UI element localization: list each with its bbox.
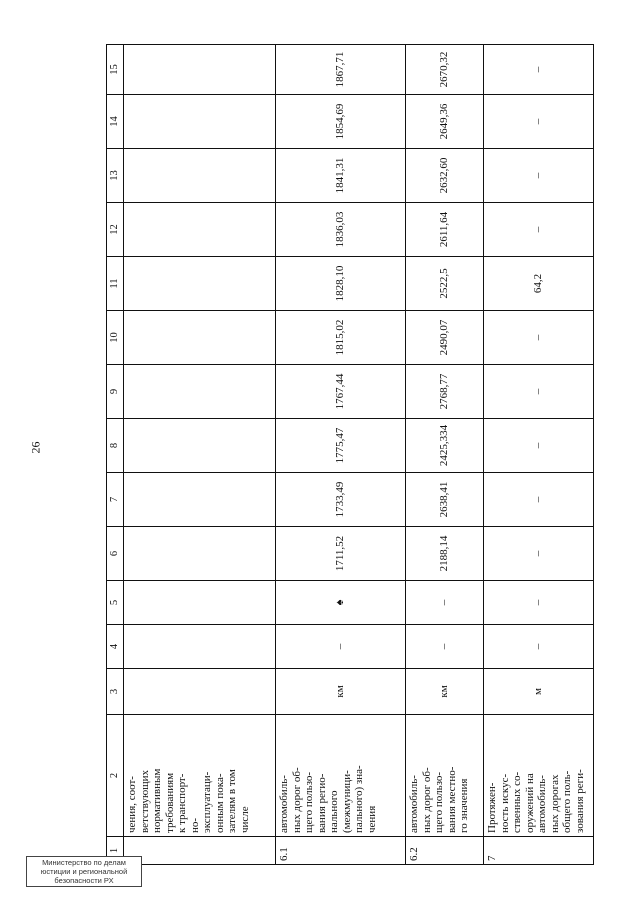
unit-cell [124, 669, 276, 715]
ministry-stamp [26, 856, 142, 887]
row-description [276, 715, 406, 837]
value-cell: – [484, 581, 594, 625]
row-index [124, 837, 276, 865]
row-index: 6.1 [276, 837, 406, 865]
description-line: чения [365, 805, 378, 833]
value-cell [124, 203, 276, 257]
description-line: вания регио- [315, 773, 328, 833]
column-header: 15 [107, 45, 124, 95]
description-line: оружений на [523, 773, 536, 833]
column-header: 1 [107, 837, 124, 865]
column-header: 2 [107, 715, 124, 837]
description-line: числе [238, 806, 251, 833]
value-cell: 1733,49 [276, 473, 406, 527]
value-cell: – [484, 203, 594, 257]
rotated-table-container [106, 51, 586, 865]
description-line: ных дорогах [548, 774, 561, 833]
unit-cell: км [276, 669, 406, 715]
description-line: Протяжен- [486, 782, 498, 833]
value-cell: – [484, 311, 594, 365]
description-line: ных дорог об- [420, 767, 433, 833]
column-header: 13 [107, 149, 124, 203]
value-cell: 64,2 [484, 257, 594, 311]
description-line: автомобиль- [536, 775, 548, 833]
description-line: нального [328, 790, 340, 833]
table-row [124, 45, 276, 865]
value-cell: – [484, 527, 594, 581]
description-line: но- [188, 817, 201, 833]
description-line: к транспорт- [176, 773, 188, 833]
value-cell: – [484, 95, 594, 149]
value-cell: 1767,44 [276, 365, 406, 419]
row-description [484, 715, 594, 837]
column-header: 5 [107, 581, 124, 625]
column-header: 3 [107, 669, 124, 715]
description-line: автомобиль- [278, 775, 290, 833]
row-index: 6.2 [406, 837, 484, 865]
value-cell: – [484, 365, 594, 419]
column-header: 9 [107, 365, 124, 419]
value-cell: – [406, 625, 484, 669]
value-cell: – [406, 581, 484, 625]
value-cell: 1841,31 [276, 149, 406, 203]
value-cell: – [484, 419, 594, 473]
value-cell: 1775,47 [276, 419, 406, 473]
description-line: ных дорог об- [290, 767, 303, 833]
description-line: щего пользо- [303, 771, 315, 833]
description-line: онным пока- [213, 773, 226, 833]
row-description [406, 715, 484, 837]
value-cell: 1828,10 [276, 257, 406, 311]
value-cell: 2425,334 [406, 419, 484, 473]
value-cell: 2490,07 [406, 311, 484, 365]
unit-cell: м [484, 669, 594, 715]
value-cell [124, 45, 276, 95]
stamp-line: юстиции и региональной [40, 867, 128, 876]
description-line: пального) зна- [353, 765, 365, 833]
page-number: 26 [28, 441, 43, 454]
value-cell: ♠ [276, 581, 406, 625]
value-cell: 1815,02 [276, 311, 406, 365]
value-cell: 2632,60 [406, 149, 484, 203]
value-cell: 2649,36 [406, 95, 484, 149]
value-cell: 2188,14 [406, 527, 484, 581]
value-cell: 2611,64 [406, 203, 484, 257]
value-cell [124, 419, 276, 473]
description-line: ность искус- [498, 773, 511, 833]
description-line: го значения [458, 778, 470, 833]
column-header: 4 [107, 625, 124, 669]
value-cell: 2638,41 [406, 473, 484, 527]
description-line: общего поль- [561, 770, 573, 833]
row-description [124, 715, 276, 837]
description-line: ветствующих [138, 769, 151, 833]
table-row [406, 45, 484, 865]
stamp-line: Министерство по делам [42, 858, 126, 867]
value-cell [124, 581, 276, 625]
description-line: щего пользо- [433, 771, 445, 833]
value-cell [124, 257, 276, 311]
value-cell: 1854,69 [276, 95, 406, 149]
value-cell: 1711,52 [276, 527, 406, 581]
column-header: 12 [107, 203, 124, 257]
data-table [106, 44, 594, 865]
description-line: чения, соот- [126, 776, 138, 833]
row-index: 7 [484, 837, 594, 865]
header-row [107, 45, 124, 865]
description-line: автомобиль- [408, 775, 420, 833]
value-cell [124, 473, 276, 527]
value-cell: – [484, 45, 594, 95]
value-cell [124, 95, 276, 149]
table-row [276, 45, 406, 865]
column-header: 8 [107, 419, 124, 473]
value-cell [124, 311, 276, 365]
description-line: нормативным [151, 768, 163, 833]
value-cell: 2522,5 [406, 257, 484, 311]
value-cell: 2768,77 [406, 365, 484, 419]
value-cell: – [484, 625, 594, 669]
value-cell: 1836,03 [276, 203, 406, 257]
value-cell [124, 625, 276, 669]
description-line: требованиям [163, 772, 176, 833]
column-header: 11 [107, 257, 124, 311]
description-line: эксплуатаци- [201, 771, 213, 833]
description-line: зования реги- [573, 769, 586, 833]
description-line: (межмуници- [340, 770, 353, 833]
table-row [484, 45, 594, 865]
description-line: ственных со- [511, 771, 523, 833]
value-cell: – [484, 149, 594, 203]
value-cell: 1867,71 [276, 45, 406, 95]
value-cell: – [484, 473, 594, 527]
column-header: 6 [107, 527, 124, 581]
value-cell [124, 149, 276, 203]
stamp-line: безопасности РХ [54, 876, 114, 885]
column-header: 7 [107, 473, 124, 527]
column-header: 14 [107, 95, 124, 149]
description-line: зателям в том [226, 769, 238, 833]
column-header: 10 [107, 311, 124, 365]
value-cell: – [276, 625, 406, 669]
description-line: вания местно- [445, 766, 458, 833]
value-cell [124, 365, 276, 419]
unit-cell: км [406, 669, 484, 715]
value-cell: 2670,32 [406, 45, 484, 95]
value-cell [124, 527, 276, 581]
